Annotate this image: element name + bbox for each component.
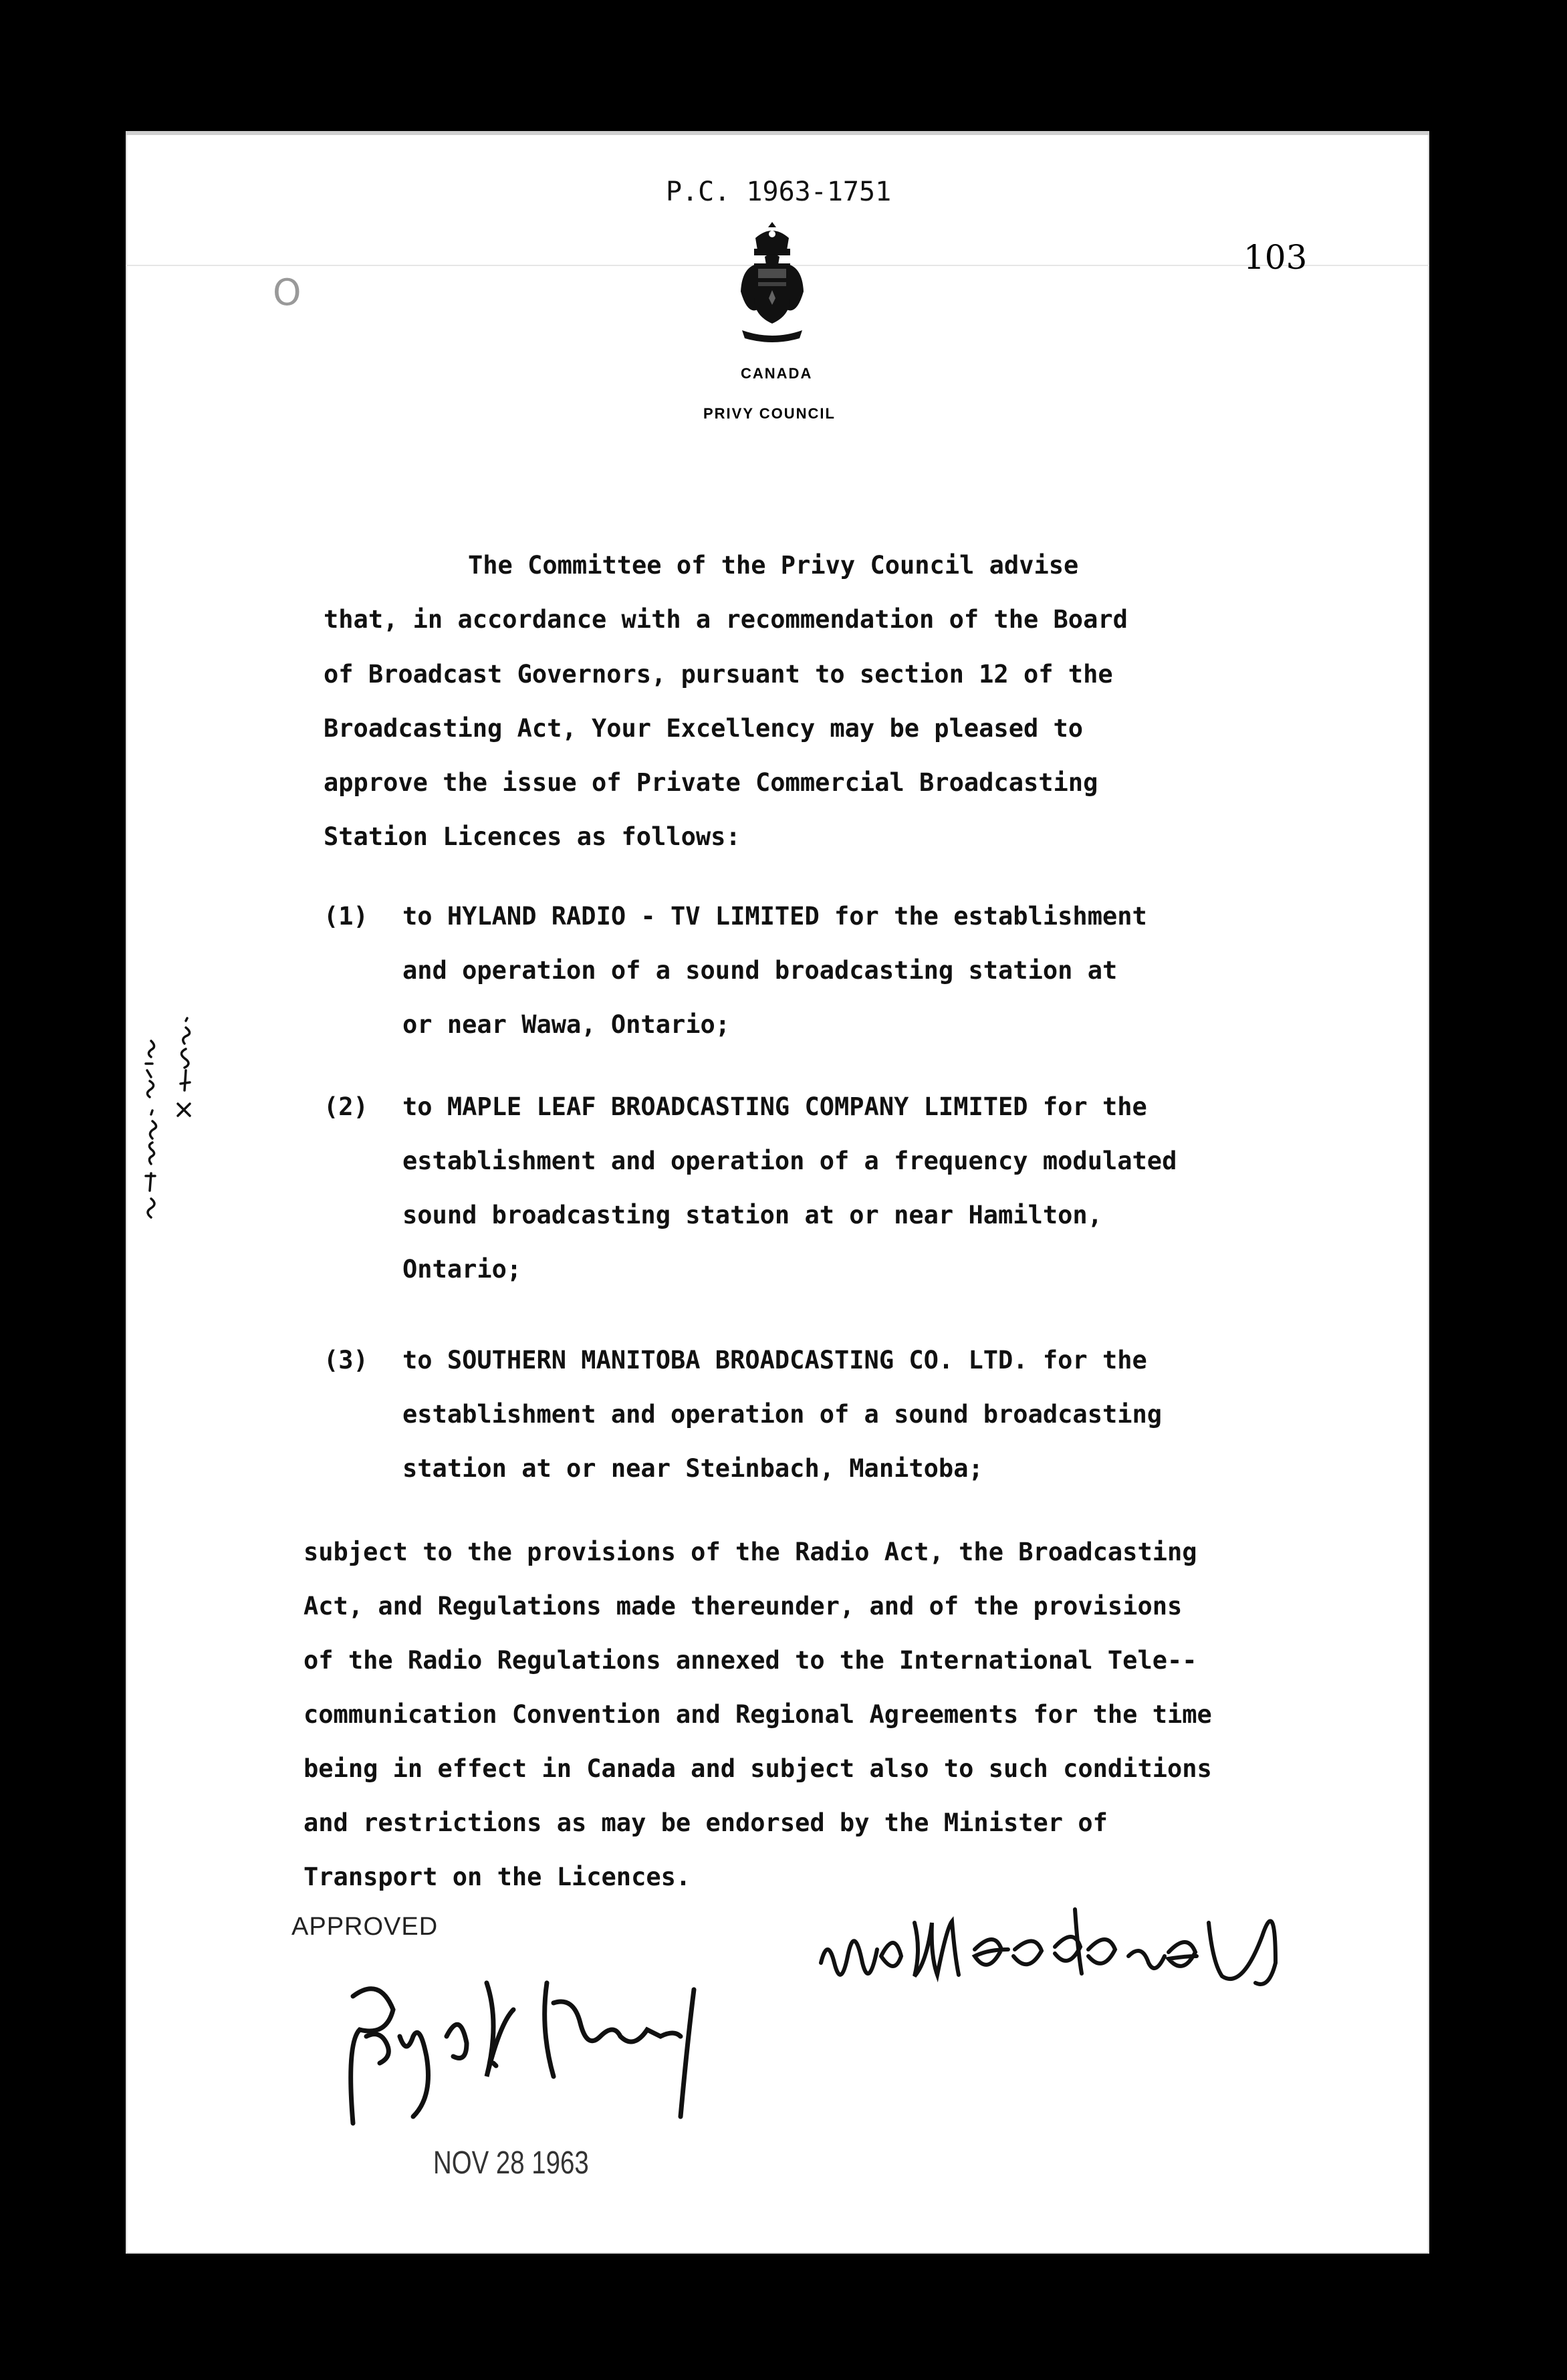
- closing-line: and restrictions as may be endorsed by the Minister of: [304, 1808, 1108, 1837]
- preamble-line: approve the issue of Private Commercial Broadcasting: [324, 768, 1098, 797]
- folio-number: 103: [1243, 238, 1308, 277]
- item-line: to MAPLE LEAF BROADCASTING COMPANY LIMITED for the: [402, 1092, 1147, 1121]
- preamble-line: that, in accordance with a recommendation of the Board: [324, 605, 1128, 634]
- order-number: P.C. 1963-1751: [666, 176, 892, 207]
- handwritten-margin-note: [138, 963, 205, 1231]
- closing-line: Transport on the Licences.: [304, 1863, 691, 1891]
- preamble-line: Broadcasting Act, Your Excellency may be pleased to: [324, 714, 1084, 743]
- coat-of-arms-icon: [735, 218, 809, 345]
- approved-label: APPROVED: [291, 1913, 439, 1941]
- item-line: sound broadcasting station at or near Hamilton,: [402, 1201, 1102, 1229]
- closing-line: communication Convention and Regional Agreements for the time: [304, 1700, 1212, 1729]
- signature-right: [808, 1883, 1423, 2043]
- item-line: establishment and operation of a frequency modulated: [402, 1147, 1177, 1175]
- item-number: (2): [324, 1092, 368, 1121]
- page-top-edge: [126, 131, 1429, 135]
- date-stamp: NOV 28 1963: [433, 2145, 589, 2181]
- closing-line: being in effect in Canada and subject also to such conditions: [304, 1754, 1212, 1783]
- item-line: to HYLAND RADIO - TV LIMITED for the establishment: [402, 902, 1147, 931]
- item-line: and operation of a sound broadcasting station at: [402, 956, 1118, 985]
- signature-left: [326, 1956, 741, 2157]
- item-line: or near Wawa, Ontario;: [402, 1010, 731, 1039]
- country-label: CANADA: [741, 365, 813, 382]
- council-label: PRIVY COUNCIL: [703, 405, 836, 422]
- closing-line: of the Radio Regulations annexed to the International Tele--: [304, 1646, 1197, 1675]
- item-line: Ontario;: [402, 1255, 522, 1284]
- closing-line: Act, and Regulations made thereunder, and of the provisions: [304, 1592, 1183, 1621]
- item-line: to SOUTHERN MANITOBA BROADCASTING CO. LTD. for the: [402, 1346, 1147, 1375]
- preamble-line: of Broadcast Governors, pursuant to section 12 of the: [324, 660, 1113, 689]
- item-line: station at or near Steinbach, Manitoba;: [402, 1454, 983, 1483]
- document-page: [126, 131, 1429, 2254]
- item-number: (1): [324, 902, 368, 931]
- preamble-line: Station Licences as follows:: [324, 822, 741, 851]
- preamble-line: The Committee of the Privy Council advise: [468, 551, 1079, 580]
- margin-circle-mark: O: [273, 271, 302, 314]
- item-line: establishment and operation of a sound broadcasting: [402, 1400, 1163, 1429]
- closing-line: subject to the provisions of the Radio Act, the Broadcasting: [304, 1538, 1197, 1566]
- item-number: (3): [324, 1346, 368, 1375]
